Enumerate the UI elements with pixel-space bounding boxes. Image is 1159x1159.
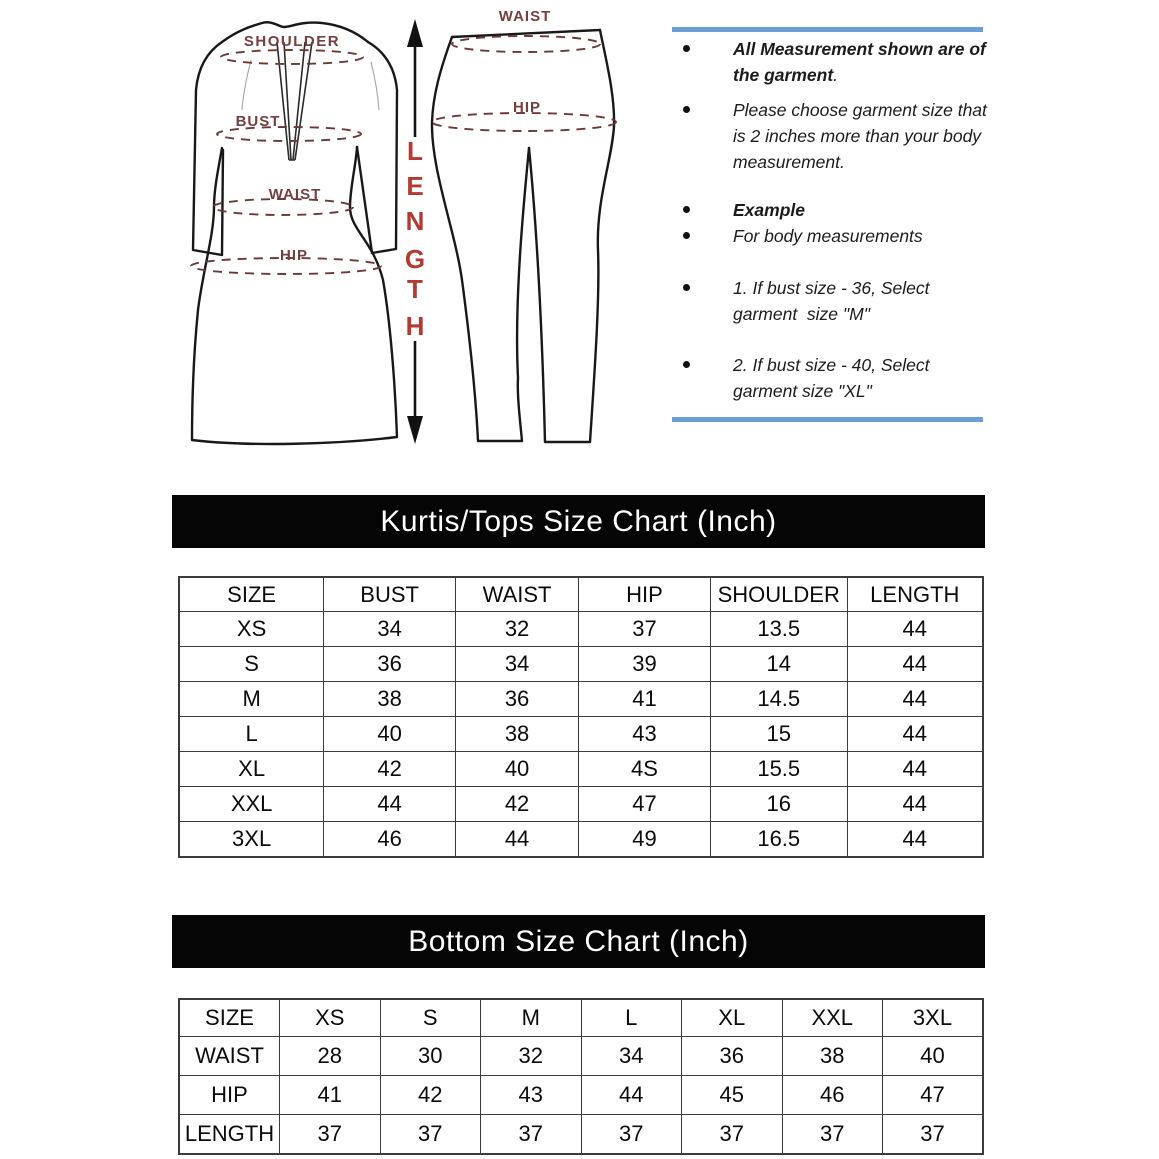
note-item (672, 352, 994, 404)
note-text: All Measurement shown are of the garment. (733, 39, 991, 85)
table-cell: 36 (324, 647, 456, 682)
table-cell: 44 (847, 717, 983, 752)
table-cell: XL (179, 752, 324, 787)
table-cell: 38 (456, 717, 579, 752)
table-row (179, 1115, 983, 1155)
note-item (672, 197, 994, 223)
table-cell: 39 (579, 647, 711, 682)
note-item (672, 36, 994, 88)
length-arrow-up-head (407, 19, 423, 47)
table-cell: XXL (179, 787, 324, 822)
bullet-icon (683, 361, 690, 368)
bottom-size-chart-title: Bottom Size Chart (Inch) (172, 915, 985, 968)
column-header: 3XL (883, 999, 984, 1037)
length-letter: G (404, 244, 426, 274)
table-cell: 40 (456, 752, 579, 787)
length-letter: N (405, 206, 425, 236)
table-cell: 32 (456, 612, 579, 647)
table-cell: 44 (456, 822, 579, 858)
bullet-icon (683, 206, 690, 213)
bottom-blue-divider (672, 417, 983, 422)
kurti-armhole-seams (242, 60, 379, 110)
garment-measurement-diagram (170, 0, 650, 460)
column-header: HIP (579, 577, 711, 612)
table-cell: 34 (324, 612, 456, 647)
kurti-shoulder-label: SHOULDER (243, 33, 341, 50)
table-cell: 42 (456, 787, 579, 822)
table-cell: 16 (710, 787, 847, 822)
table-cell: 44 (847, 752, 983, 787)
table-cell: 44 (847, 647, 983, 682)
table-cell: XS (179, 612, 324, 647)
column-header: LENGTH (847, 577, 983, 612)
table-cell: 37 (380, 1115, 481, 1155)
table-cell: 36 (456, 682, 579, 717)
kurtis-size-chart-title: Kurtis/Tops Size Chart (Inch) (172, 495, 985, 548)
table-cell: 49 (579, 822, 711, 858)
table-row (179, 1076, 983, 1115)
table-cell: 45 (682, 1076, 783, 1115)
note-text: 1. If bust size - 36, Select garment size "M" (733, 278, 935, 324)
top-blue-divider (672, 27, 983, 32)
table-cell: 30 (380, 1037, 481, 1076)
kurtis-size-table (178, 576, 984, 858)
table-cell: 42 (380, 1076, 481, 1115)
table-cell: 15.5 (710, 752, 847, 787)
table-cell: 34 (581, 1037, 682, 1076)
column-header: SIZE (179, 999, 280, 1037)
table-cell: M (179, 682, 324, 717)
kurti-left-sleeve (193, 42, 223, 255)
bullet-icon (683, 45, 690, 52)
table-row (179, 752, 983, 787)
table-row (179, 682, 983, 717)
column-header: BUST (324, 577, 456, 612)
note-item (672, 97, 994, 175)
kurti-right-sleeve (357, 42, 397, 253)
table-cell: 40 (324, 717, 456, 752)
column-header: L (581, 999, 682, 1037)
table-cell: 37 (481, 1115, 582, 1155)
table-cell: 46 (782, 1076, 883, 1115)
table-cell: 41 (280, 1076, 381, 1115)
table-cell: 4S (579, 752, 711, 787)
column-header: SIZE (179, 577, 324, 612)
kurti-outline-drawing (191, 22, 397, 444)
table-cell: 43 (579, 717, 711, 752)
note-item (672, 275, 994, 327)
column-header: S (380, 999, 481, 1037)
table-cell: 37 (579, 612, 711, 647)
measurement-notes (672, 36, 994, 404)
note-text: 2. If bust size - 40, Select garment size "XL" (733, 355, 935, 401)
table-cell: S (179, 647, 324, 682)
note-text: For body measurements (733, 226, 923, 246)
kurti-hip-label: HIP (279, 247, 309, 264)
table-cell: 44 (847, 612, 983, 647)
bullet-icon (683, 232, 690, 239)
table-cell: 44 (581, 1076, 682, 1115)
pants-left-edge (432, 37, 529, 441)
table-cell: 47 (579, 787, 711, 822)
table-cell: 13.5 (710, 612, 847, 647)
table-row (179, 647, 983, 682)
kurti-waist-label: WAIST (268, 186, 322, 203)
table-cell: 28 (280, 1037, 381, 1076)
table-cell: 42 (324, 752, 456, 787)
table-cell: 40 (883, 1037, 984, 1076)
bullet-icon (683, 106, 690, 113)
table-cell: 14.5 (710, 682, 847, 717)
table-cell: LENGTH (179, 1115, 280, 1155)
pants-outline-drawing (432, 8, 616, 442)
table-cell: 37 (782, 1115, 883, 1155)
table-cell: L (179, 717, 324, 752)
length-arrow-down-head (407, 416, 423, 444)
length-letter: T (407, 274, 423, 304)
column-header: XS (280, 999, 381, 1037)
table-cell: 14 (710, 647, 847, 682)
table-cell: 37 (883, 1115, 984, 1155)
table-cell: 47 (883, 1076, 984, 1115)
note-text: Please choose garment size that is 2 inches more than your body measurement. (733, 100, 992, 172)
table-cell: 38 (782, 1037, 883, 1076)
table-cell: 37 (280, 1115, 381, 1155)
table-cell: 44 (847, 822, 983, 858)
table-cell: 44 (847, 787, 983, 822)
table-row (179, 717, 983, 752)
column-header: M (481, 999, 582, 1037)
table-cell: HIP (179, 1076, 280, 1115)
kurti-bust-label: BUST (235, 113, 281, 130)
table-header-row (179, 577, 983, 612)
length-letter: E (406, 171, 424, 201)
length-letter: L (407, 136, 423, 166)
table-cell: 15 (710, 717, 847, 752)
table-row (179, 822, 983, 858)
table-cell: 46 (324, 822, 456, 858)
table-cell: 44 (324, 787, 456, 822)
column-header: WAIST (456, 577, 579, 612)
kurti-neck-placket (277, 42, 312, 160)
table-row (179, 612, 983, 647)
table-cell: 3XL (179, 822, 324, 858)
bottom-size-table (178, 998, 984, 1155)
table-cell: WAIST (179, 1037, 280, 1076)
table-cell: 38 (324, 682, 456, 717)
table-cell: 34 (456, 647, 579, 682)
table-cell: 37 (682, 1115, 783, 1155)
length-arrow (405, 19, 425, 444)
table-cell: 43 (481, 1076, 582, 1115)
table-cell: 32 (481, 1037, 582, 1076)
table-cell: 36 (682, 1037, 783, 1076)
pants-waist-label: WAIST (498, 8, 552, 25)
table-cell: 41 (579, 682, 711, 717)
table-row (179, 1037, 983, 1076)
bullet-icon (683, 284, 690, 291)
length-letter: H (405, 311, 425, 341)
table-header-row (179, 999, 983, 1037)
table-cell: 16.5 (710, 822, 847, 858)
table-cell: 37 (581, 1115, 682, 1155)
note-item (672, 223, 994, 249)
pants-right-edge (529, 30, 614, 442)
column-header: SHOULDER (710, 577, 847, 612)
pants-hip-label: HIP (512, 99, 542, 116)
table-row (179, 787, 983, 822)
pants-waist-dash-line (452, 36, 600, 52)
kurti-shoulder-dash-line (221, 50, 363, 64)
column-header: XXL (782, 999, 883, 1037)
note-text: Example (733, 200, 805, 220)
column-header: XL (682, 999, 783, 1037)
table-cell: 44 (847, 682, 983, 717)
